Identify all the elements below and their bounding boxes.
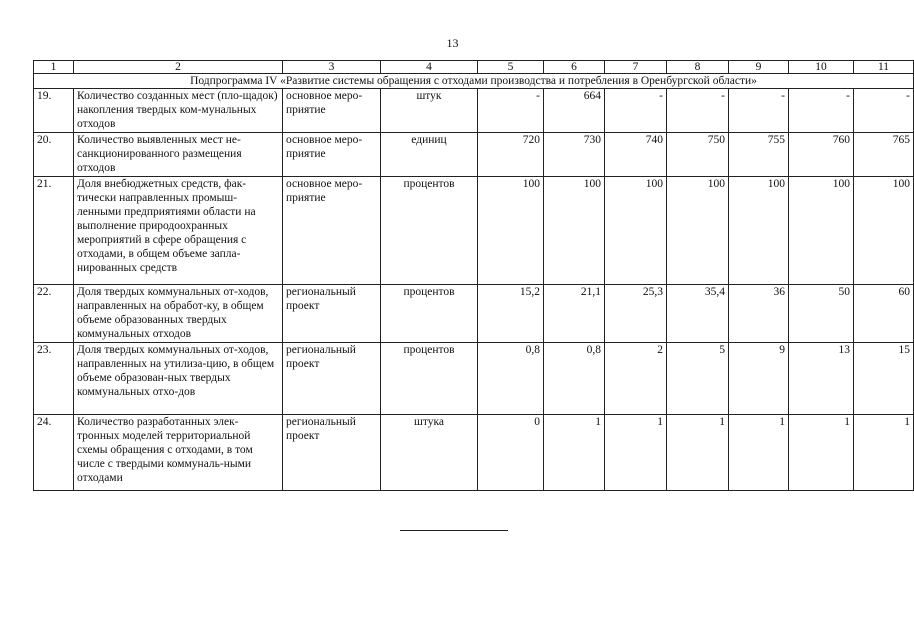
value-cell: - bbox=[667, 89, 729, 133]
value-cell: - bbox=[854, 89, 914, 133]
value-cell: - bbox=[729, 89, 789, 133]
indicators-table bbox=[33, 60, 914, 491]
value-cell: 100 bbox=[789, 177, 854, 285]
value-cell: 765 bbox=[854, 133, 914, 177]
unit-cell: единиц bbox=[381, 133, 478, 177]
value-cell: 15,2 bbox=[478, 285, 544, 343]
value-cell: 15 bbox=[854, 343, 914, 415]
value-cell: 21,1 bbox=[544, 285, 605, 343]
column-number-cell: 7 bbox=[605, 61, 667, 74]
value-cell: 1 bbox=[854, 415, 914, 491]
page-number: 13 bbox=[446, 36, 459, 50]
row-number-cell: 20. bbox=[34, 133, 74, 177]
value-cell: 5 bbox=[667, 343, 729, 415]
indicator-name-cell: Количество созданных мест (пло-щадок) накопления твердых ком-мунальных отходов bbox=[74, 89, 283, 133]
event-type-cell: основное меро-приятие bbox=[283, 133, 381, 177]
value-cell: - bbox=[605, 89, 667, 133]
value-cell: 36 bbox=[729, 285, 789, 343]
value-cell: 9 bbox=[729, 343, 789, 415]
indicator-name-cell: Количество выявленных мест не-санкционированного размещения отходов bbox=[74, 133, 283, 177]
table-row bbox=[34, 415, 914, 491]
value-cell: 740 bbox=[605, 133, 667, 177]
subprogram-title: Подпрограмма IV «Развитие системы обращения с отходами производства и потребления в Оренбургской области» bbox=[34, 74, 914, 89]
value-cell: - bbox=[478, 89, 544, 133]
indicator-name-cell: Доля твердых коммунальных от-ходов, направленных на обработ-ку, в общем объеме образованных твердых коммунальных отходов bbox=[74, 285, 283, 343]
value-cell: 25,3 bbox=[605, 285, 667, 343]
unit-cell: штук bbox=[381, 89, 478, 133]
column-number-cell: 8 bbox=[667, 61, 729, 74]
value-cell: 100 bbox=[854, 177, 914, 285]
table-row bbox=[34, 133, 914, 177]
column-number-cell: 5 bbox=[478, 61, 544, 74]
value-cell: 100 bbox=[729, 177, 789, 285]
value-cell: 760 bbox=[789, 133, 854, 177]
row-number-cell: 22. bbox=[34, 285, 74, 343]
column-number-cell: 1 bbox=[34, 61, 74, 74]
event-type-cell: региональный проект bbox=[283, 285, 381, 343]
value-cell: 100 bbox=[605, 177, 667, 285]
value-cell: 1 bbox=[544, 415, 605, 491]
indicator-name-cell: Доля внебюджетных средств, фак-тически направленных промыш-ленными предприятиями области на выполнение природоохранных мероприятий в сфере обращения с отходами, в общем объеме запла-нированных средств bbox=[74, 177, 283, 285]
event-type-cell: региональный проект bbox=[283, 343, 381, 415]
value-cell: 100 bbox=[544, 177, 605, 285]
value-cell: - bbox=[789, 89, 854, 133]
row-number-cell: 19. bbox=[34, 89, 74, 133]
value-cell: 730 bbox=[544, 133, 605, 177]
event-type-cell: основное меро-приятие bbox=[283, 89, 381, 133]
value-cell: 2 bbox=[605, 343, 667, 415]
column-number-cell: 3 bbox=[283, 61, 381, 74]
row-number-cell: 24. bbox=[34, 415, 74, 491]
value-cell: 1 bbox=[789, 415, 854, 491]
value-cell: 50 bbox=[789, 285, 854, 343]
value-cell: 0,8 bbox=[544, 343, 605, 415]
unit-cell: штука bbox=[381, 415, 478, 491]
column-number-row bbox=[34, 61, 914, 74]
column-number-cell: 11 bbox=[854, 61, 914, 74]
value-cell: 100 bbox=[667, 177, 729, 285]
table-row bbox=[34, 89, 914, 133]
column-number-cell: 4 bbox=[381, 61, 478, 74]
unit-cell: процентов bbox=[381, 285, 478, 343]
value-cell: 1 bbox=[667, 415, 729, 491]
unit-cell: процентов bbox=[381, 343, 478, 415]
indicator-name-cell: Доля твердых коммунальных от-ходов, направленных на утилиза-цию, в общем объеме образован-ных твердых коммунальных отхо-дов bbox=[74, 343, 283, 415]
value-cell: 720 bbox=[478, 133, 544, 177]
value-cell: 35,4 bbox=[667, 285, 729, 343]
table-row bbox=[34, 343, 914, 415]
value-cell: 750 bbox=[667, 133, 729, 177]
value-cell: 100 bbox=[478, 177, 544, 285]
value-cell: 664 bbox=[544, 89, 605, 133]
subprogram-row bbox=[34, 74, 914, 89]
event-type-cell: региональный проект bbox=[283, 415, 381, 491]
row-number-cell: 23. bbox=[34, 343, 74, 415]
event-type-cell: основное меро-приятие bbox=[283, 177, 381, 285]
value-cell: 0,8 bbox=[478, 343, 544, 415]
column-number-cell: 9 bbox=[729, 61, 789, 74]
table-row bbox=[34, 285, 914, 343]
value-cell: 755 bbox=[729, 133, 789, 177]
column-number-cell: 6 bbox=[544, 61, 605, 74]
unit-cell: процентов bbox=[381, 177, 478, 285]
value-cell: 13 bbox=[789, 343, 854, 415]
column-number-cell: 10 bbox=[789, 61, 854, 74]
row-number-cell: 21. bbox=[34, 177, 74, 285]
table-row bbox=[34, 177, 914, 285]
value-cell: 1 bbox=[605, 415, 667, 491]
value-cell: 1 bbox=[729, 415, 789, 491]
value-cell: 0 bbox=[478, 415, 544, 491]
column-number-cell: 2 bbox=[74, 61, 283, 74]
value-cell: 60 bbox=[854, 285, 914, 343]
footer-divider-line bbox=[400, 530, 508, 531]
indicator-name-cell: Количество разработанных элек-тронных моделей территориальной схемы обращения с отходами, в том числе с твердыми коммуналь-ными отходами bbox=[74, 415, 283, 491]
